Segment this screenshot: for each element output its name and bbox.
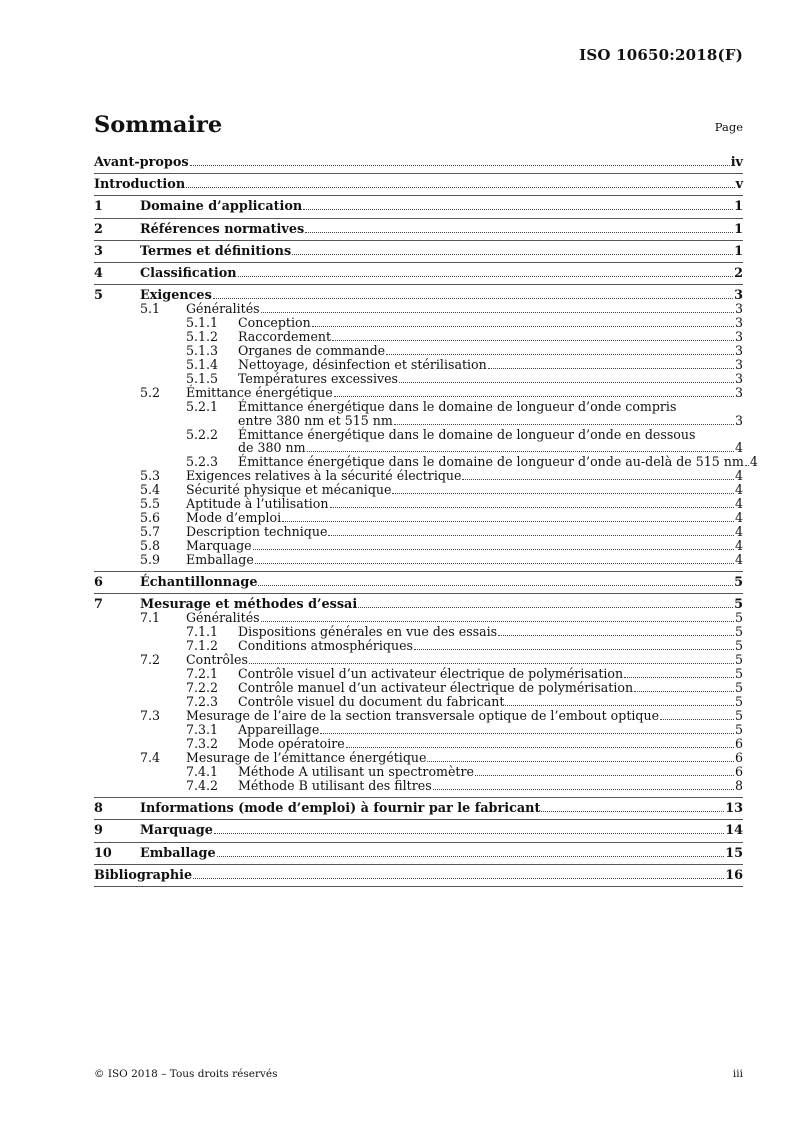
dot-leader [190, 164, 730, 166]
toc-entry[interactable] [94, 511, 743, 525]
dot-leader [193, 877, 724, 879]
toc-entry-title: Émittance énergétique dans le domaine de longueur d’onde en dessous [238, 426, 696, 442]
toc-entry-title: Introduction [94, 177, 186, 193]
toc-entry-page: 1 [734, 221, 743, 237]
dot-leader [427, 760, 734, 762]
toc-entry-page: 5 [734, 694, 743, 710]
toc-entry-number: 7.2.2 [186, 680, 219, 696]
toc-entry[interactable] [94, 709, 743, 723]
dot-leader [414, 648, 734, 650]
toc-entry-title: Mesurage et méthodes d’essai [140, 597, 358, 613]
dot-leader [634, 690, 734, 692]
toc-entry-page: 6 [734, 764, 743, 780]
toc-entry-page: 5 [734, 708, 743, 724]
dot-leader [541, 810, 724, 812]
toc-entry[interactable] [94, 798, 743, 820]
toc-entry-number: 7.1.2 [186, 638, 219, 654]
toc-entry-number: 6 [94, 574, 103, 590]
toc-entry-number: 9 [94, 823, 103, 839]
toc-entry-page: 3 [734, 371, 743, 387]
dot-leader [320, 732, 734, 734]
toc-entry-number: 7.4.1 [186, 764, 219, 780]
toc-entry[interactable] [94, 400, 743, 427]
dot-leader [261, 620, 734, 622]
toc-entry[interactable] [94, 358, 743, 372]
toc-entry[interactable] [94, 241, 743, 263]
toc-entry-number: 5.5 [140, 495, 161, 511]
dot-leader [261, 311, 734, 313]
toc-entry-page: 4 [734, 481, 743, 497]
toc-entry-page: 4 [734, 439, 743, 455]
toc-entry-title: Contrôle visuel du document du fabricant [238, 694, 505, 710]
toc-entry-title: Émittance énergétique dans le domaine de longueur d’onde compris [238, 399, 677, 415]
dot-leader [282, 520, 734, 522]
toc-entry-number: 5 [94, 288, 103, 304]
toc-entry-page: iv [730, 155, 743, 170]
toc-entry-title: Contrôle visuel d’un activateur électrique de polymérisation [238, 666, 624, 682]
toc-entry-title: Dispositions générales en vue des essais [238, 624, 498, 640]
dot-leader [312, 325, 734, 327]
toc-entry-page: 5 [734, 652, 743, 668]
toc-entry-page: 3 [734, 357, 743, 373]
toc-entry-number: 7.4.2 [186, 778, 219, 794]
toc-entry-page: 5 [734, 610, 743, 626]
toc-entry[interactable] [94, 653, 743, 667]
dot-leader [214, 832, 724, 834]
toc-entry[interactable] [94, 723, 743, 737]
toc-entry-title: Généralités [186, 610, 260, 626]
toc-entry-title: Mesurage de l’émittance énergétique [186, 750, 427, 766]
copyright-notice: © ISO 2018 – Tous droits réservés [94, 1068, 278, 1080]
toc-entry-title: Exigences relatives à la sécurité électrique [186, 467, 462, 483]
toc-entry-page: 15 [725, 845, 743, 861]
toc-entry-number: 7.3.2 [186, 736, 219, 752]
toc-entry[interactable] [94, 196, 743, 218]
toc-entry[interactable] [94, 316, 743, 330]
toc-entry-title: Domaine d’application [140, 199, 303, 215]
toc-entry-title: Méthode A utilisant un spectromètre [238, 764, 474, 780]
toc-entry-page: 1 [734, 243, 743, 259]
toc-entry[interactable] [94, 553, 743, 572]
toc-entry-number: 7.1 [140, 610, 161, 626]
dot-leader [394, 423, 734, 425]
toc-entry-title: Contrôles [186, 652, 248, 668]
toc-entry-title: Emballage [186, 551, 254, 567]
dot-leader [392, 492, 734, 494]
toc-entry[interactable] [94, 469, 743, 483]
toc-entry-title: Organes de commande [238, 343, 386, 359]
toc-entry[interactable] [94, 639, 743, 653]
document-id: ISO 10650:2018(F) [579, 46, 743, 64]
dot-leader [249, 662, 734, 664]
toc-entry-number: 5.6 [140, 509, 161, 525]
toc-entry-page: 5 [734, 722, 743, 738]
toc-entry-page: 5 [734, 597, 743, 613]
toc-entry-title: Mode opératoire [238, 736, 345, 752]
toc-entry-number: 5.2.1 [186, 399, 219, 415]
toc-entry-page: 4 [734, 509, 743, 525]
toc-entry-number: 7.2.1 [186, 666, 219, 682]
dot-leader [258, 584, 733, 586]
toc-entry-title: Émittance énergétique dans le domaine de longueur d’onde au-delà de 515 nm [238, 453, 744, 469]
toc-entry-page: 3 [734, 412, 743, 428]
dot-leader [475, 774, 734, 776]
toc-entry-title: Exigences [140, 288, 212, 304]
toc-entry-title: Contrôle manuel d’un activateur électrique de polymérisation [238, 680, 634, 696]
toc-entry-title: Références normatives [140, 221, 305, 237]
toc-entry-title: Mesurage de l’aire de la section transversale optique de l’embout optique [186, 708, 660, 724]
toc-entry-title: Sécurité physique et mécanique [186, 481, 392, 497]
toc-entry-number: 7.2.3 [186, 694, 219, 710]
dot-leader [186, 186, 734, 188]
toc-entry-title: Emballage [140, 845, 216, 861]
dot-leader [660, 718, 734, 720]
toc-entry-title: Méthode B utilisant des filtres [238, 778, 432, 794]
toc-entry-page: 3 [734, 301, 743, 317]
toc-entry-number: 5.1.1 [186, 315, 219, 331]
toc-entry-number: 7.3.1 [186, 722, 219, 738]
dot-leader [386, 353, 734, 355]
table-of-contents [94, 152, 758, 887]
toc-entry-number: 5.1.5 [186, 371, 219, 387]
dot-leader [303, 208, 733, 210]
toc-entry-page: 13 [725, 801, 743, 817]
toc-entry[interactable] [94, 751, 743, 765]
toc-entry[interactable] [94, 820, 743, 842]
dot-leader [292, 253, 733, 255]
toc-entry-number: 10 [94, 845, 112, 861]
toc-entry-page: 4 [734, 551, 743, 567]
toc-entry[interactable] [94, 330, 743, 344]
toc-entry-page: 5 [734, 624, 743, 640]
toc-entry-number: 5.2.2 [186, 426, 219, 442]
toc-entry[interactable] [94, 174, 743, 196]
toc-entry-title: Émittance énergétique [186, 385, 333, 401]
toc-entry-number: 1 [94, 199, 103, 215]
dot-leader [488, 367, 734, 369]
toc-entry[interactable] [94, 572, 743, 594]
toc-entry-title: Termes et définitions [140, 243, 292, 259]
toc-entry[interactable] [94, 765, 743, 779]
toc-entry-number: 2 [94, 221, 103, 237]
toc-entry-title: Appareillage [238, 722, 320, 738]
toc-entry-page: 5 [734, 638, 743, 654]
dot-leader [332, 339, 734, 341]
toc-entry-number: 4 [94, 266, 103, 282]
toc-entry-number: 7.3 [140, 708, 161, 724]
toc-entry-title: Échantillonnage [140, 574, 258, 590]
toc-entry-title: Raccordement [238, 329, 332, 345]
toc-entry-number: 8 [94, 801, 103, 817]
toc-entry-number: 5.1.4 [186, 357, 219, 373]
dot-leader [433, 788, 734, 790]
toc-entry-page: 5 [734, 574, 743, 590]
toc-entry[interactable] [94, 497, 743, 511]
dot-leader [217, 855, 725, 857]
toc-entry-title: Avant-propos [94, 155, 189, 170]
toc-entry-page: v [735, 177, 743, 193]
toc-entry-page: 1 [734, 199, 743, 215]
toc-entry-title-continued: entre 380 nm et 515 nm [238, 412, 393, 428]
toc-entry-title: Description technique [186, 523, 328, 539]
toc-entry-page: 5 [734, 680, 743, 696]
toc-entry[interactable] [94, 681, 743, 695]
toc-entry[interactable] [94, 695, 743, 709]
toc-entry-title: Bibliographie [94, 867, 193, 883]
toc-entry-page: 3 [734, 385, 743, 401]
toc-entry[interactable] [94, 865, 743, 887]
toc-entry[interactable] [94, 843, 743, 865]
dot-leader [334, 395, 734, 397]
toc-entry[interactable] [94, 625, 743, 639]
title-row [94, 112, 743, 142]
toc-entry-page: 4 [749, 453, 758, 469]
dot-leader [330, 506, 734, 508]
dot-leader [745, 464, 749, 466]
dot-leader [305, 231, 733, 233]
toc-entry[interactable] [94, 453, 758, 469]
toc-entry-title: Conditions atmosphériques [238, 638, 413, 654]
toc-entry[interactable] [94, 539, 743, 553]
toc-entry[interactable] [94, 219, 743, 241]
toc-entry-page: 3 [734, 329, 743, 345]
toc-entry-number: 5.1.2 [186, 329, 219, 345]
dot-leader [346, 746, 734, 748]
toc-entry-number: 5.4 [140, 481, 161, 497]
toc-entry-number: 5.2.3 [186, 453, 219, 469]
dot-leader [328, 534, 734, 536]
toc-entry-number: 5.7 [140, 523, 161, 539]
toc-entry-page: 5 [734, 666, 743, 682]
dot-leader [462, 478, 734, 480]
toc-entry[interactable] [94, 152, 743, 174]
toc-entry-page: 6 [734, 736, 743, 752]
toc-entry-title: Conception [238, 315, 311, 331]
toc-entry[interactable] [94, 386, 743, 400]
toc-entry-number: 5.1.3 [186, 343, 219, 359]
toc-entry-page: 4 [734, 537, 743, 553]
dot-leader [238, 275, 733, 277]
toc-entry-page: 4 [734, 523, 743, 539]
toc-entry-number: 5.8 [140, 537, 161, 553]
page-column-label: Page [714, 120, 743, 134]
toc-entry[interactable] [94, 611, 743, 625]
toc-entry-page: 3 [734, 315, 743, 331]
toc-entry-page: 16 [725, 867, 743, 883]
toc-entry[interactable] [94, 285, 743, 302]
toc-entry-title: Classification [140, 266, 237, 282]
toc-entry-number: 7.4 [140, 750, 161, 766]
toc-entry-title: Mode d’emploi [186, 509, 282, 525]
toc-entry-number: 5.9 [140, 551, 161, 567]
toc-entry-title: Informations (mode d’emploi) à fournir par le fabricant [140, 801, 541, 817]
toc-entry-number: 7 [94, 597, 103, 613]
toc-entry[interactable] [94, 344, 743, 358]
toc-entry[interactable] [94, 667, 743, 681]
toc-entry-page: 6 [734, 750, 743, 766]
toc-entry-page: 2 [734, 266, 743, 282]
dot-leader [505, 704, 734, 706]
toc-entry-title-continued: de 380 nm [238, 439, 306, 455]
toc-entry[interactable] [94, 525, 743, 539]
toc-entry[interactable] [94, 779, 743, 798]
toc-entry[interactable] [94, 263, 743, 285]
toc-entry[interactable] [94, 594, 743, 611]
toc-entry[interactable] [94, 372, 743, 386]
page-title: Sommaire [94, 112, 223, 138]
toc-entry-number: 5.2 [140, 385, 161, 401]
dot-leader [307, 450, 734, 452]
page-number: iii [732, 1068, 743, 1080]
toc-entry-title: Marquage [186, 537, 252, 553]
dot-leader [358, 606, 733, 608]
dot-leader [399, 381, 734, 383]
toc-entry-number: 7.2 [140, 652, 161, 668]
toc-entry[interactable] [94, 302, 743, 316]
toc-entry-title: Généralités [186, 301, 260, 317]
footer [94, 1068, 743, 1080]
toc-entry-number: 7.1.1 [186, 624, 219, 640]
toc-entry-page: 3 [734, 288, 743, 304]
toc-entry-page: 14 [725, 823, 743, 839]
toc-entry[interactable] [94, 428, 743, 455]
toc-entry-number: 5.1 [140, 301, 161, 317]
toc-entry-page: 4 [734, 467, 743, 483]
toc-entry-title: Nettoyage, désinfection et stérilisation [238, 357, 487, 373]
toc-entry-page: 3 [734, 343, 743, 359]
toc-entry-page: 8 [734, 778, 743, 794]
toc-entry[interactable] [94, 737, 743, 751]
toc-entry[interactable] [94, 483, 743, 497]
dot-leader [213, 297, 733, 299]
toc-entry-title: Marquage [140, 823, 213, 839]
toc-entry-title: Aptitude à l’utilisation [186, 495, 329, 511]
toc-entry-number: 5.3 [140, 467, 161, 483]
dot-leader [253, 548, 734, 550]
dot-leader [255, 562, 734, 564]
dot-leader [498, 634, 734, 636]
toc-entry-title: Températures excessives [238, 371, 399, 387]
toc-entry-page: 4 [734, 495, 743, 511]
dot-leader [624, 676, 734, 678]
toc-entry-number: 3 [94, 243, 103, 259]
